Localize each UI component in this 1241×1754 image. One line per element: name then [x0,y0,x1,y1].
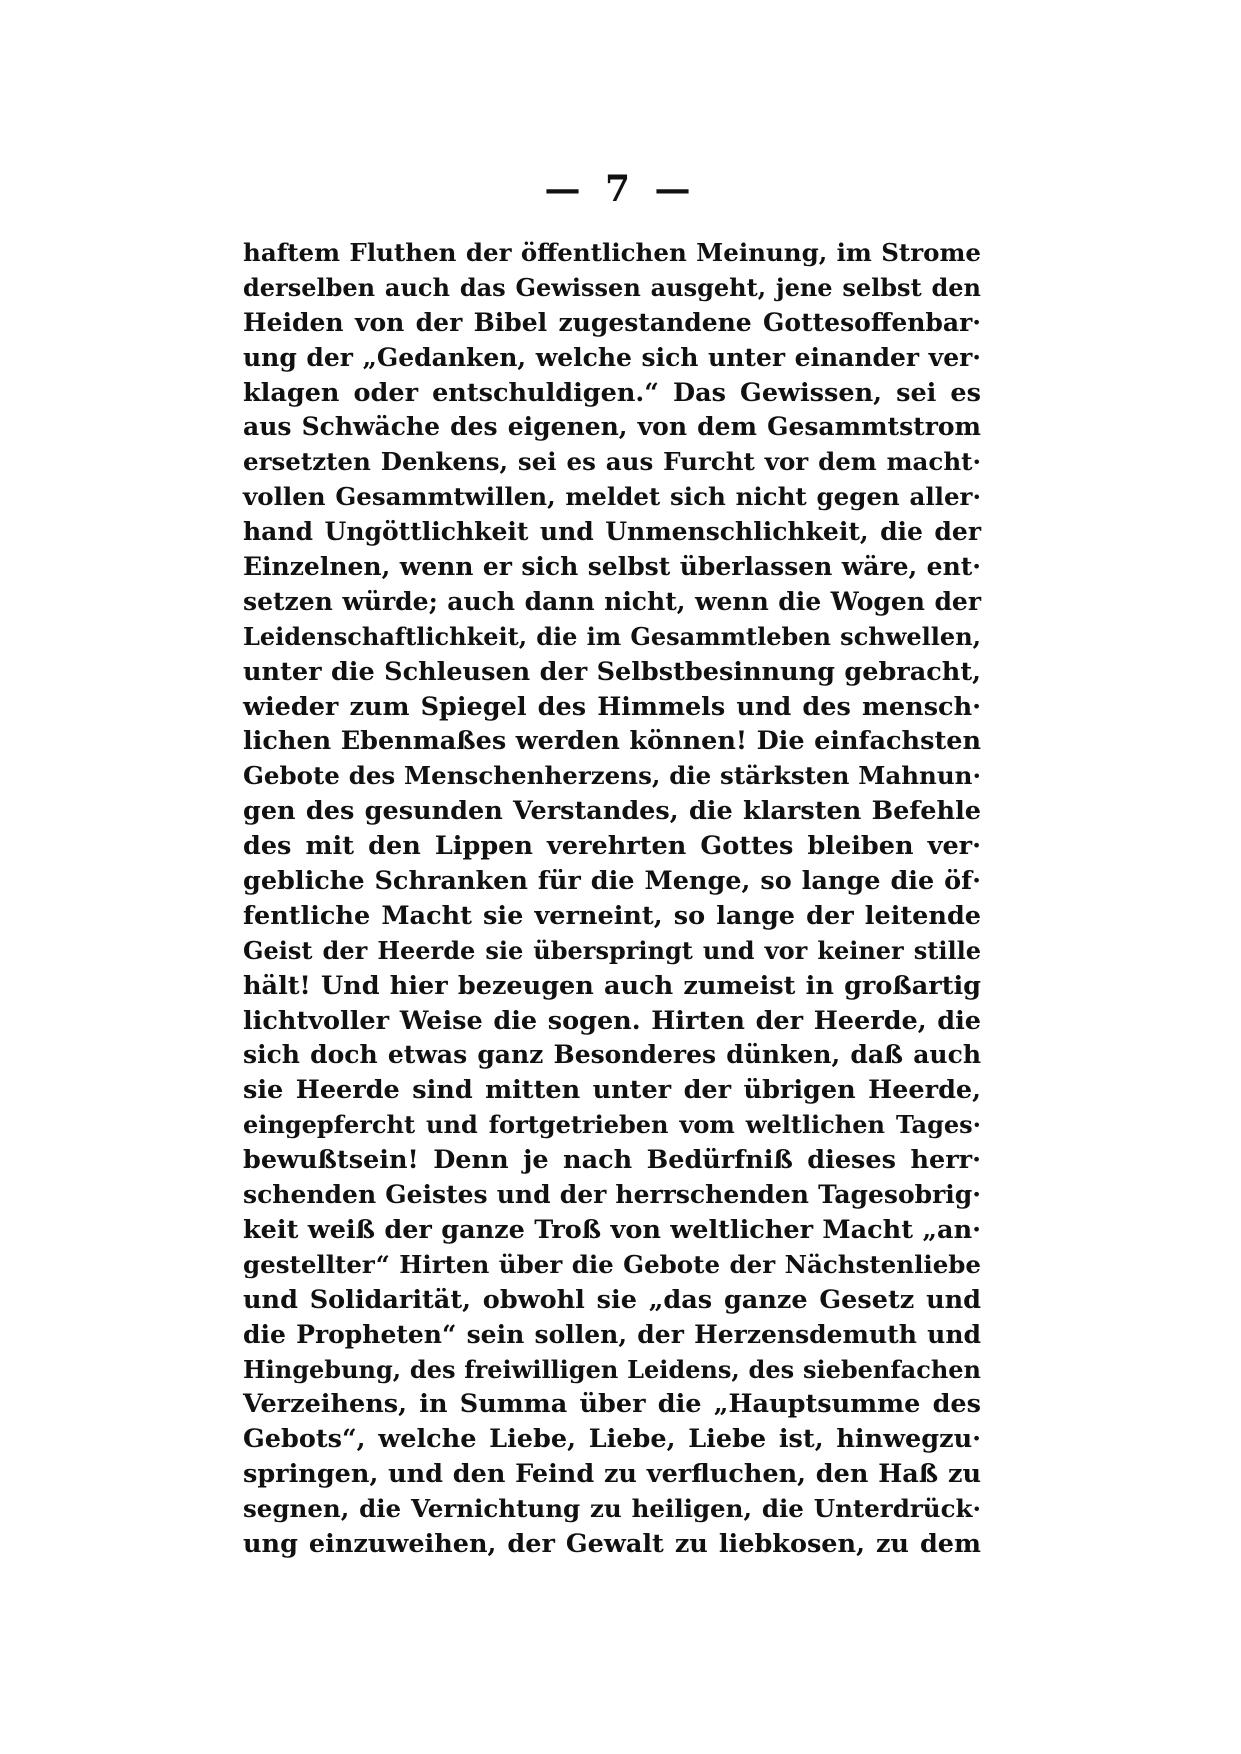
text-line: bewußtsein! Denn je nach Bedürfniß dieses herr· [243,1145,981,1176]
text-line: klagen oder entschuldigen.“ Das Gewissen, sei es [243,377,981,408]
text-line: die Propheten“ sein sollen, der Herzensdemuth und [243,1319,981,1349]
text-line: Leidenschaftlichkeit, die im Gesammtleben schwellen, [243,621,981,651]
text-line: unter die Schleusen der Selbstbesinnung gebracht, [243,656,981,687]
text-line: Einzelnen, wenn er sich selbst überlassen wäre, ent· [243,552,981,582]
text-line: hand Ungöttlichkeit und Unmenschlichkeit, die der [243,517,981,547]
text-line: ung der „Gedanken, welche sich unter einander ver· [243,342,981,372]
text-line: Geist der Heerde sie überspringt und vor keiner stille [243,935,981,965]
text-line: Hingebung, des freiwilligen Leidens, des siebenfachen [243,1354,981,1384]
text-line: lichtvoller Weise die sogen. Hirten der Heerde, die [243,1005,981,1036]
text-line: setzen würde; auch dann nicht, wenn die Wogen der [243,586,981,616]
text-line: gen des gesunden Verstandes, die klarsten Befehle [243,796,981,827]
text-line: gebliche Schranken für die Menge, so lange die öf· [243,866,981,897]
body-text [243,236,981,1562]
text-line: hält! Und hier bezeugen auch zumeist in großartig [243,970,981,1001]
text-line: ung einzuweihen, der Gewalt zu liebkosen, zu dem [243,1528,981,1559]
text-line: schenden Geistes und der herrschenden Tagesobrig· [243,1180,981,1210]
text-line: derselben auch das Gewissen ausgeht, jene selbst den [243,272,981,302]
text-line: sie Heerde sind mitten unter der übrigen Heerde, [243,1075,981,1106]
text-line: gestellter“ Hirten über die Gebote der Nächstenliebe [243,1249,981,1279]
text-line: Gebots“, welche Liebe, Liebe, Liebe ist, hinwegzu· [243,1424,981,1455]
text-line: Gebote des Menschenherzens, die stärksten Mahnun· [243,761,981,791]
text-line: keit weiß der ganze Troß von weltlicher Macht „an· [243,1214,981,1245]
page-number: — 7 — [544,168,697,210]
text-line: ersetzten Denkens, sei es aus Furcht vor dem macht· [243,447,981,477]
text-line: eingepfercht und fortgetrieben vom weltlichen Tages· [243,1110,981,1140]
text-line: und Solidarität, obwohl sie „das ganze Gesetz und [243,1284,981,1315]
text-line: Verzeihens, in Summa über die „Hauptsumme des [243,1389,981,1420]
text-line: segnen, die Vernichtung zu heiligen, die Unterdrück· [243,1494,981,1524]
text-line: aus Schwäche des eigenen, von dem Gesammtstrom [243,412,981,442]
text-line: haftem Fluthen der öffentlichen Meinung, im Strome [243,238,981,267]
text-line: springen, und den Feind zu verfluchen, den Haß zu [243,1459,981,1490]
text-line: Heiden von der Bibel zugestandene Gottesoffenbar· [243,307,981,337]
text-line: fentliche Macht sie verneint, so lange der leitende [243,900,981,931]
text-line: des mit den Lippen verehrten Gottes bleiben ver· [243,831,981,862]
text-line: lichen Ebenmaßes werden können! Die einfachsten [243,726,981,757]
text-line: wieder zum Spiegel des Himmels und des mensch· [243,691,981,722]
text-line: vollen Gesammtwillen, meldet sich nicht gegen aller· [243,482,981,512]
text-line: sich doch etwas ganz Besonderes dünken, daß auch [243,1040,981,1070]
